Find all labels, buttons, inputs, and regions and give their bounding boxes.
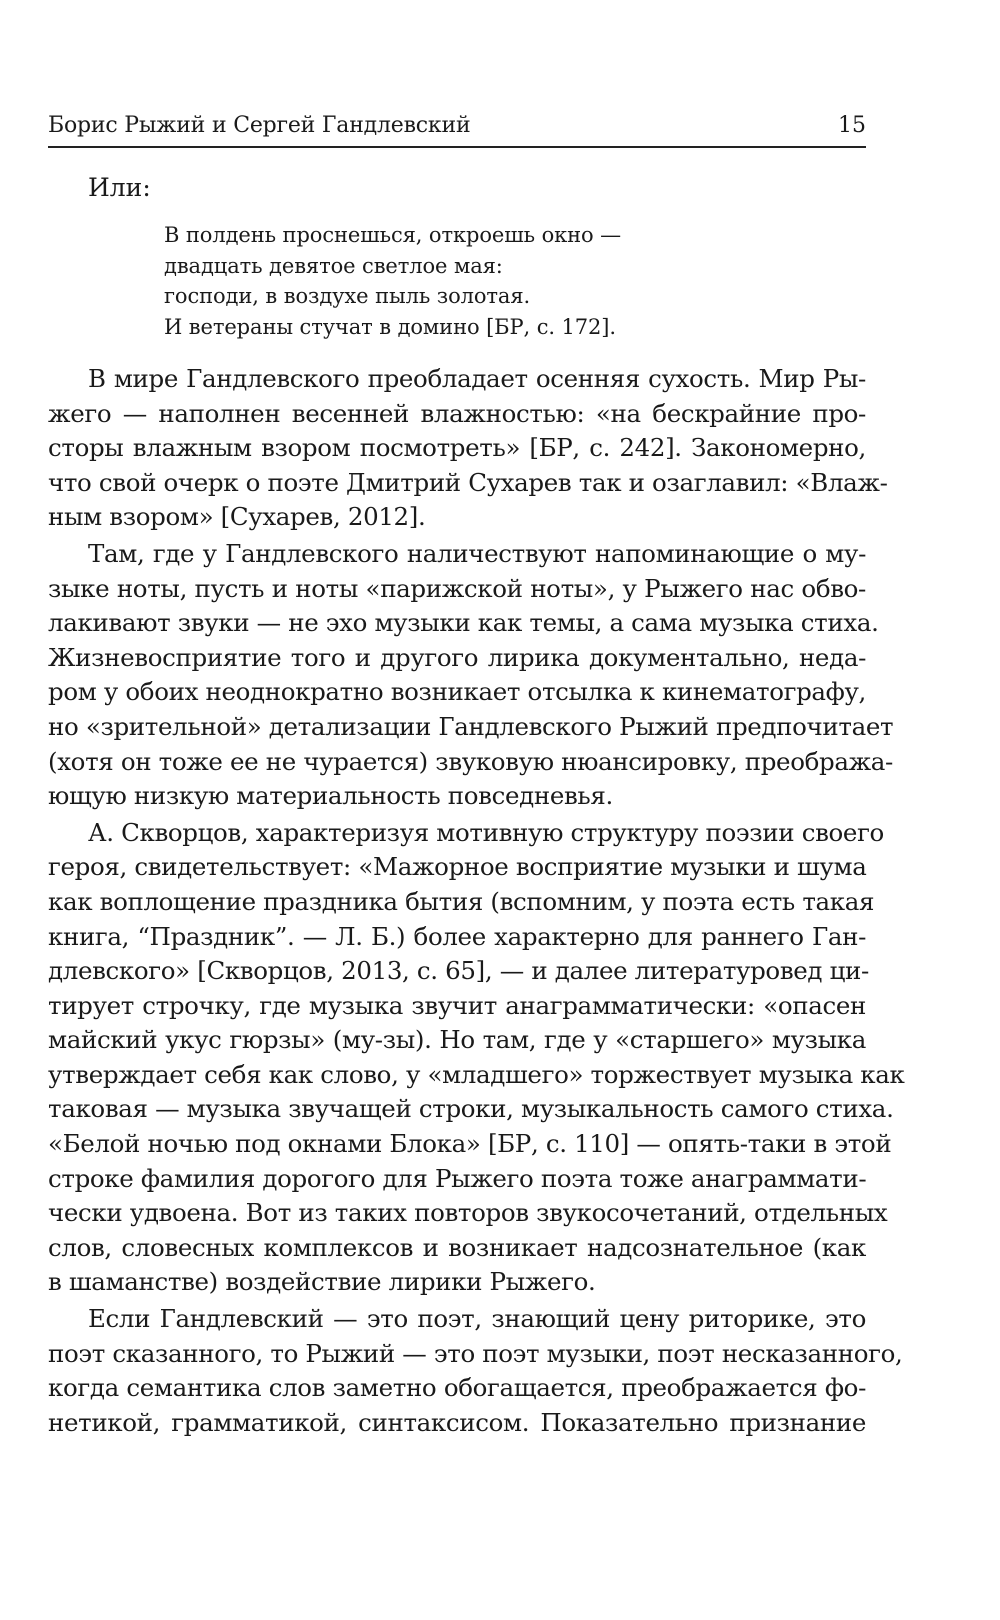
text-line: слов, словесных комплексов и возникает надсознательное (как <box>48 1232 866 1262</box>
text-line: зыке ноты, пусть и ноты «парижской ноты», у Рыжего нас обво- <box>48 573 866 603</box>
text-line: но «зрительной» детализации Гандлевского Рыжий предпочитает <box>48 711 894 741</box>
poem-line: В полдень проснешься, откроешь окно — <box>164 223 622 247</box>
text-line: тирует строчку, где музыка звучит анаграмматически: «опасен <box>48 990 866 1020</box>
text-line: ным взором» [Сухарев, 2012]. <box>48 502 426 532</box>
page-number: 15 <box>838 113 866 138</box>
paragraph-2 <box>48 537 894 814</box>
paragraph-3 <box>48 816 905 1300</box>
text-line: ющую низкую материальность повседневья. <box>48 781 613 811</box>
poem-line: двадцать девятое светлое мая: <box>164 253 503 278</box>
text-line: длевского» [Скворцов, 2013, с. 65], — и далее литературовед ци- <box>48 956 869 986</box>
paragraph-1 <box>48 362 888 535</box>
poem-line: И ветераны стучат в домино [БР, с. 172]. <box>164 314 616 339</box>
text-line: когда семантика слов заметно обогащается, преображается фо- <box>48 1373 866 1403</box>
text-line: героя, свидетельствует: «Мажорное восприятие музыки и шума <box>48 852 867 882</box>
text-line: утверждает себя как слово, у «младшего» торжествует музыка как <box>48 1059 905 1089</box>
text-line: (хотя он тоже ее не чурается) звуковую нюансировку, преобража- <box>48 746 893 776</box>
paragraph-4 <box>48 1302 903 1440</box>
text-line: Жизневосприятие того и другого лирика документально, неда- <box>48 642 866 672</box>
text-line: что свой очерк о поэте Дмитрий Сухарев так и озаглавил: «Влаж- <box>48 467 888 497</box>
running-header <box>48 110 866 148</box>
text-line: Если Гандлевский — это поэт, знающий цену риторике, это <box>88 1304 866 1334</box>
text-line: в шаманстве) воздействие лирики Рыжего. <box>48 1267 596 1297</box>
text-line: как воплощение праздника бытия (вспомним, у поэта есть такая <box>48 886 875 916</box>
running-title: Борис Рыжий и Сергей Гандлевский <box>48 113 471 138</box>
text-line: таковая — музыка звучащей строки, музыкальность самого стиха. <box>48 1094 894 1124</box>
text-line: сторы влажным взором посмотреть» [БР, с. 242]. Закономерно, <box>48 433 866 463</box>
poem-quote <box>164 220 621 342</box>
text-line: «Белой ночью под окнами Блока» [БР, с. 110] — опять-таки в этой <box>48 1129 892 1159</box>
text-line: нетикой, грамматикой, синтаксисом. Показательно признание <box>48 1407 866 1437</box>
text-line: А. Скворцов, характеризуя мотивную структуру поэзии своего <box>88 817 884 847</box>
body-text <box>48 362 905 1440</box>
text-line: ром у обоих неоднократно возникает отсылка к кинематографу, <box>48 677 866 707</box>
text-line: чески удвоена. Вот из таких повторов звукосочетаний, отдельных <box>48 1198 888 1228</box>
text-line: Там, где у Гандлевского наличествуют напоминающие о му- <box>88 538 866 568</box>
text-line: майский укус гюрзы» (му-зы). Но там, где у «старшего» музыка <box>48 1025 866 1055</box>
text-line: поэт сказанного, то Рыжий — это поэт музыки, поэт несказанного, <box>48 1338 903 1368</box>
text-line: В мире Гандлевского преобладает осенняя сухость. Мир Ры- <box>88 364 866 393</box>
poem-line: господи, в воздухе пыль золотая. <box>164 284 531 308</box>
text-line: книга, “Праздник”. — Л. Б.) более характерно для раннего Ган- <box>48 921 866 951</box>
text-line: жего — наполнен весенней влажностью: «на бескрайние про- <box>48 398 866 428</box>
text-line: лакивают звуки — не эхо музыки как темы, а сама музыка стиха. <box>48 608 879 638</box>
poem-intro: Или: <box>88 173 151 202</box>
text-line: строке фамилия дорогого для Рыжего поэта тоже анаграммати- <box>48 1163 867 1193</box>
